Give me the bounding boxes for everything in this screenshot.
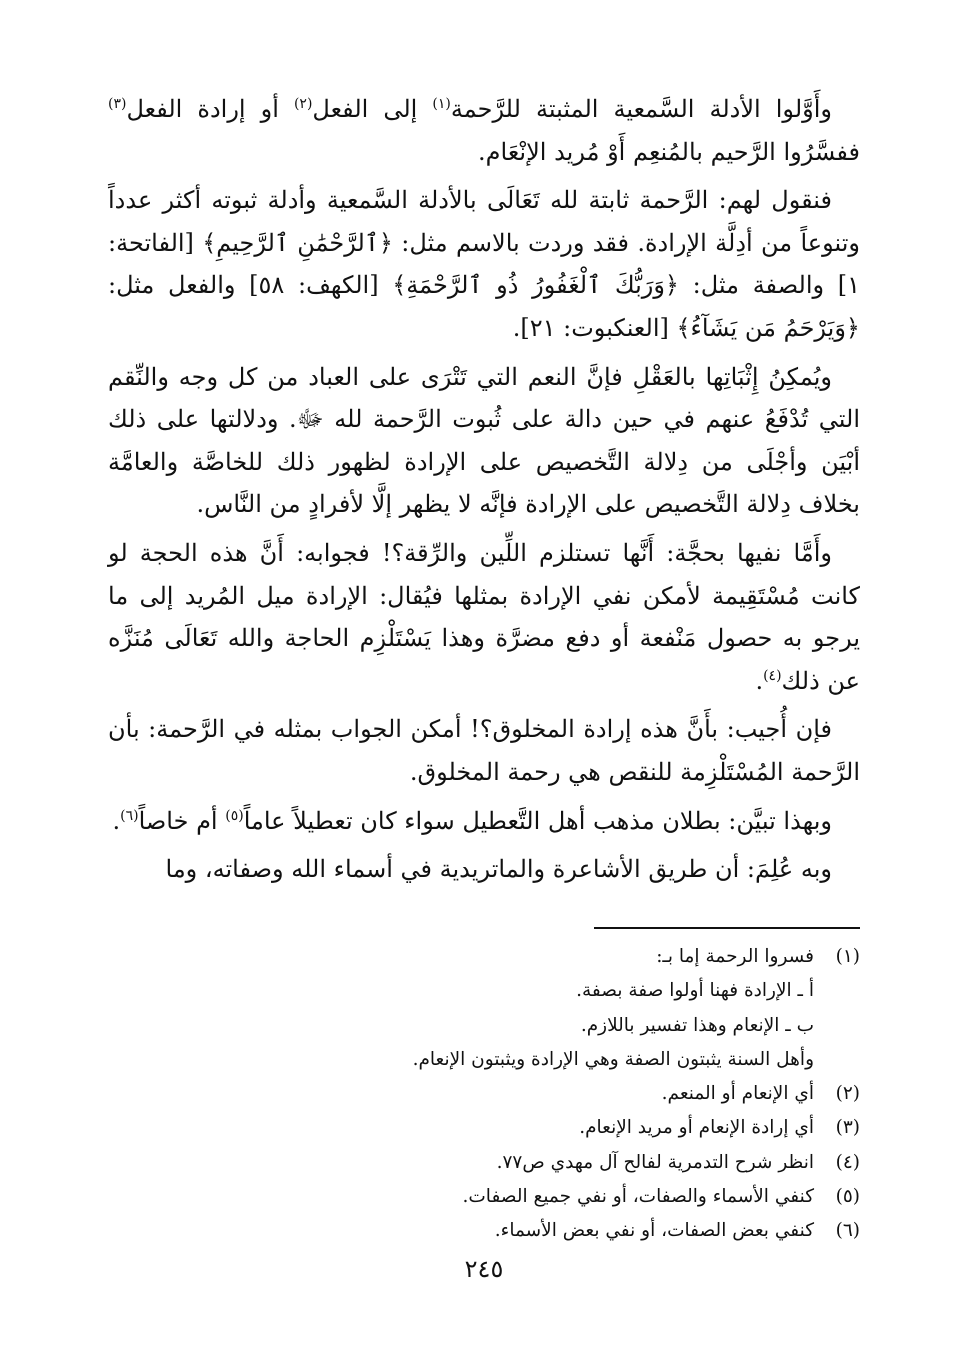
footnote-number [814, 1043, 860, 1077]
footnote-number: (١) [835, 946, 860, 967]
footnote-item [108, 1214, 860, 1248]
footnote-item [108, 1009, 860, 1043]
footnote-number: (٤) [835, 1151, 860, 1173]
footnote-item [108, 1077, 860, 1111]
footnote-number: (٣) [835, 1117, 860, 1139]
paragraph-4 [108, 532, 860, 702]
footnote-ref-2[interactable]: (٢) [293, 96, 313, 112]
footnote-number [814, 1009, 860, 1043]
paragraph-3: ويُمكِنُ إِثْبَاتِها بالعَقْلِ فإنَّ النعم التي تَتْرَى على العباد من كل وجه والنِّقم التي تُدْفَعُ عنهم في حين دالة على ثُبوت الرَّحمة لله ﷻ. ودلالتها على ذلك أبْيَن وأجْلَى من دِلالة التَّخصيص على الإرادة لظهور ذلك للخاصَّة والعامَّة بخلاف دِلالة التَّخصيص على الإرادة فإنَّه لا يظهر إلَّا لأفرادٍ من النَّاس. [108, 362, 860, 519]
footnote-ref-4[interactable]: (٤) [763, 667, 782, 684]
footnote-number [814, 974, 860, 1008]
paragraph-6 [108, 800, 860, 843]
footnote-ref-1[interactable]: (١) [432, 96, 451, 112]
paragraph-6-text-b: أم خاصاً [138, 806, 226, 835]
book-page [108, 88, 860, 1328]
paragraph-7: وبه عُلِمَ: أن طريق الأشاعرة والماتريدية في أسماء الله وصفاته، وما [165, 855, 832, 884]
paragraph-1-text-b: إلى الفعل [312, 95, 433, 123]
footnote-text: كنفي بعض الصفات، أو نفي بعض الأسماء. [494, 1220, 814, 1242]
footnote-item [108, 1180, 860, 1214]
paragraph-1-text-a: وأَوَّلوا الأدلة السَّمعية المثبتة للرَّحمة [450, 95, 832, 123]
footnote-item [108, 1146, 860, 1180]
footnote-text: وأهل السنة يثبتون الصفة وهي الإرادة ويثبتون الإنعام. [412, 1048, 814, 1070]
footnote-text: فسروا الرحمة إما بـ: [656, 946, 814, 967]
paragraph-4-text-a: وأَمَّا نفيها بحجَّة: أَنَّها تستلزم اللِّين والرِّقة؟! فجوابه: أَنَّ هذه الحجة لو كانت مُسْتَقِيمة لأمكن نفي الإرادة بمثلها فيُقال: الإرادة ميل المُريد إلى ما يرجو به حصول مَنْفعة أو دفع مضرَّة وهذا يَسْتَلْزِم الحاجة والله تَعَالَى مُنَزَّه عن ذلك [108, 538, 860, 695]
footnote-text: أ ـ الإرادة فهنا أولوا صفة بصفة. [576, 980, 814, 1002]
paragraph-6-text-a: وبهذا تبيَّن: بطلان مذهب أهل التَّعطيل سواء كان تعطيلاً عاماً [243, 806, 832, 835]
paragraph-6-text-c: . [112, 806, 121, 835]
footnote-ref-5[interactable]: (٥) [225, 807, 244, 824]
paragraph-1-text-d: ففسَّرُوا الرَّحيم بالمُنعِم أَوْ مُريد الإنْعَام. [478, 137, 860, 166]
page-number: ٢٤٥ [464, 1255, 504, 1283]
footnote-ref-6[interactable]: (٦) [120, 807, 139, 824]
footnotes [108, 940, 860, 1249]
footnote-text: كنفي الأسماء والصفات، أو نفي جميع الصفات. [462, 1186, 814, 1208]
footnote-number: (٥) [835, 1186, 860, 1208]
footnote-item [108, 1111, 860, 1145]
footnote-number: (٢) [835, 1083, 860, 1105]
footnote-divider [594, 927, 860, 929]
footnote-item [108, 974, 860, 1008]
footnote-number: (٦) [835, 1220, 860, 1242]
footnote-text: انظر شرح التدمرية لفالح آل مهدي ص٧٧. [496, 1151, 814, 1173]
footnote-text: ب ـ الإنعام وهذا تفسير باللازم. [580, 1014, 814, 1036]
paragraph-2: فنقول لهم: الرَّحمة ثابتة لله تَعَالَى بالأدلة السَّمعية وأدلة ثبوته أكثر عدداً وتنوعاً من أدِلَّة الإرادة. فقد وردت بالاسم مثل: ﴿ٱلرَّحْمَٰنِ ٱلرَّحِيمِ﴾ [الفاتحة: ١] والصفة مثل: ﴿وَرَبُّكَ ٱلْغَفُورُ ذُو ٱلرَّحْمَةِ﴾ [الكهف: ٥٨] والفعل مثل: ﴿وَيَرْحَمُ مَن يَشَآءُ﴾ [العنكبوت: ٢١]. [108, 186, 861, 342]
footnote-item [108, 940, 860, 974]
paragraph-4-text-b: . [755, 666, 764, 695]
footnote-text: أي الإنعام أو المنعم. [661, 1083, 814, 1105]
footnote-item [108, 1043, 860, 1077]
paragraph-5: فإن أُجيب: بأَنَّ هذه إرادة المخلوق؟! أمكن الجواب بمثله في الرَّحمة: بأن الرَّحمة المُسْتَلْزِمة للنقص هي رحمة المخلوق. [108, 715, 860, 786]
footnote-ref-3[interactable]: (٣) [108, 96, 127, 112]
paragraph-1 [108, 88, 860, 173]
paragraph-1-text-c: أو إرادة الفعل [126, 95, 294, 123]
footnote-text: أي إرادة الإنعام أو مريد الإنعام. [579, 1117, 814, 1139]
